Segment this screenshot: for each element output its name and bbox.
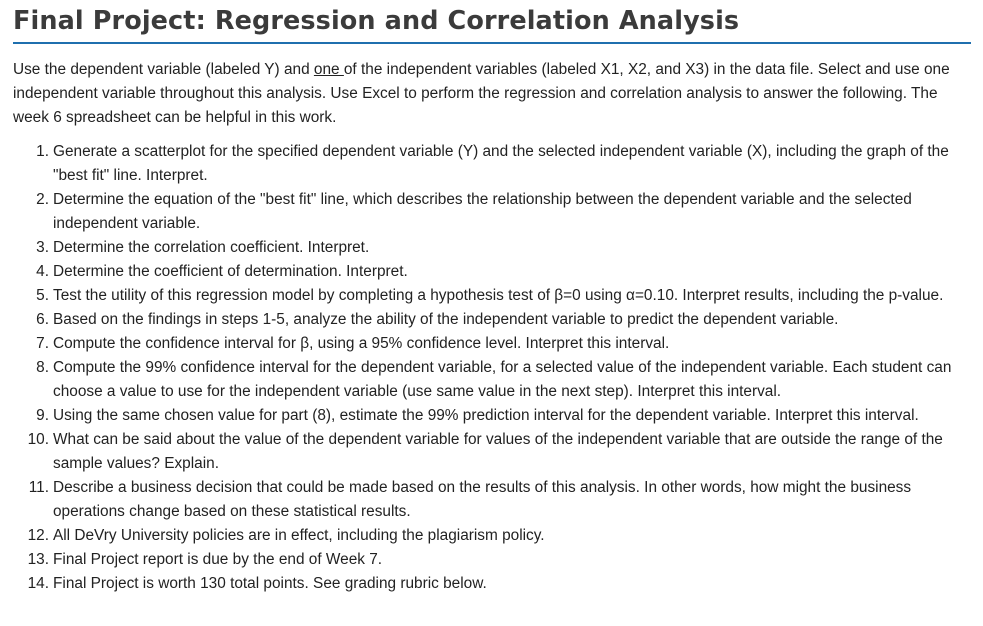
list-item xyxy=(13,260,971,284)
steps-list xyxy=(13,140,971,596)
intro-text-underlined: one xyxy=(313,61,344,78)
list-item-number: 14. xyxy=(27,575,49,592)
list-item-text: What can be said about the value of the dependent variable for values of the independent variable that are outside the range of the sample values? Explain. xyxy=(53,431,943,472)
list-item-number: 7. xyxy=(36,335,49,352)
list-item-text: Using the same chosen value for part (8), estimate the 99% prediction interval for the dependent variable. Interpret this interval. xyxy=(53,407,919,424)
list-item xyxy=(13,188,971,236)
list-item-text: Final Project report is due by the end of Week 7. xyxy=(53,551,383,568)
list-item-text: Final Project is worth 130 total points. See grading rubric below. xyxy=(53,575,487,592)
list-item xyxy=(13,356,971,404)
list-item-text: Compute the confidence interval for β, using a 95% confidence level. Interpret this interval. xyxy=(53,335,670,352)
list-item-number: 9. xyxy=(36,407,49,424)
list-item-text: Based on the findings in steps 1-5, analyze the ability of the independent variable to predict the dependent variable. xyxy=(53,311,839,328)
intro-paragraph xyxy=(13,58,971,130)
list-item xyxy=(13,428,971,476)
list-item-number: 13. xyxy=(27,551,49,568)
list-item xyxy=(13,572,971,596)
list-item xyxy=(13,332,971,356)
list-item xyxy=(13,236,971,260)
list-item-number: 10. xyxy=(27,431,49,448)
list-item-number: 2. xyxy=(36,191,49,208)
list-item xyxy=(13,524,971,548)
intro-text-part1: Use the dependent variable (labeled Y) and xyxy=(13,61,314,78)
list-item-number: 5. xyxy=(36,287,49,304)
list-item xyxy=(13,548,971,572)
list-item-text: All DeVry University policies are in effect, including the plagiarism policy. xyxy=(53,527,545,544)
page-title: Final Project: Regression and Correlation Analysis xyxy=(13,6,740,36)
list-item-text: Determine the correlation coefficient. Interpret. xyxy=(53,239,370,256)
title-underline-rule xyxy=(13,42,971,44)
list-item-number: 11. xyxy=(28,479,49,496)
list-item xyxy=(13,140,971,188)
list-item-text: Generate a scatterplot for the specified dependent variable (Y) and the selected independent variable (X), including the graph of the "best fit" line. Interpret. xyxy=(53,143,949,184)
list-item-text: Test the utility of this regression model by completing a hypothesis test of β=0 using α=0.10. Interpret results, including the p-value. xyxy=(53,287,944,304)
list-item-number: 12. xyxy=(27,527,49,544)
list-item xyxy=(13,284,971,308)
list-item xyxy=(13,308,971,332)
list-item-number: 1. xyxy=(36,143,49,160)
list-item-number: 4. xyxy=(36,263,49,280)
intro-text-part2: of the independent variables (labeled X1, X2, and X3) in the data file. Select and use one independent variable throughout this analysis. Use Excel to perform the regression and correlation analysis to answer the following. The week 6 spreadsheet can be helpful in this work. xyxy=(13,61,950,126)
list-item-text: Determine the equation of the "best fit" line, which describes the relationship between the dependent variable and the selected independent variable. xyxy=(53,191,912,232)
list-item xyxy=(13,404,971,428)
list-item-number: 8. xyxy=(36,359,49,376)
list-item-text: Compute the 99% confidence interval for the dependent variable, for a selected value of the independent variable. Each student can choose a value to use for the independent variable (use same value in the next step). Interpret this interval. xyxy=(53,359,952,400)
list-item-number: 6. xyxy=(36,311,49,328)
list-item-text: Describe a business decision that could be made based on the results of this analysis. In other words, how might the business operations change based on these statistical results. xyxy=(53,479,912,520)
list-item xyxy=(13,476,971,524)
list-item-number: 3. xyxy=(36,239,49,256)
list-item-text: Determine the coefficient of determination. Interpret. xyxy=(53,263,408,280)
